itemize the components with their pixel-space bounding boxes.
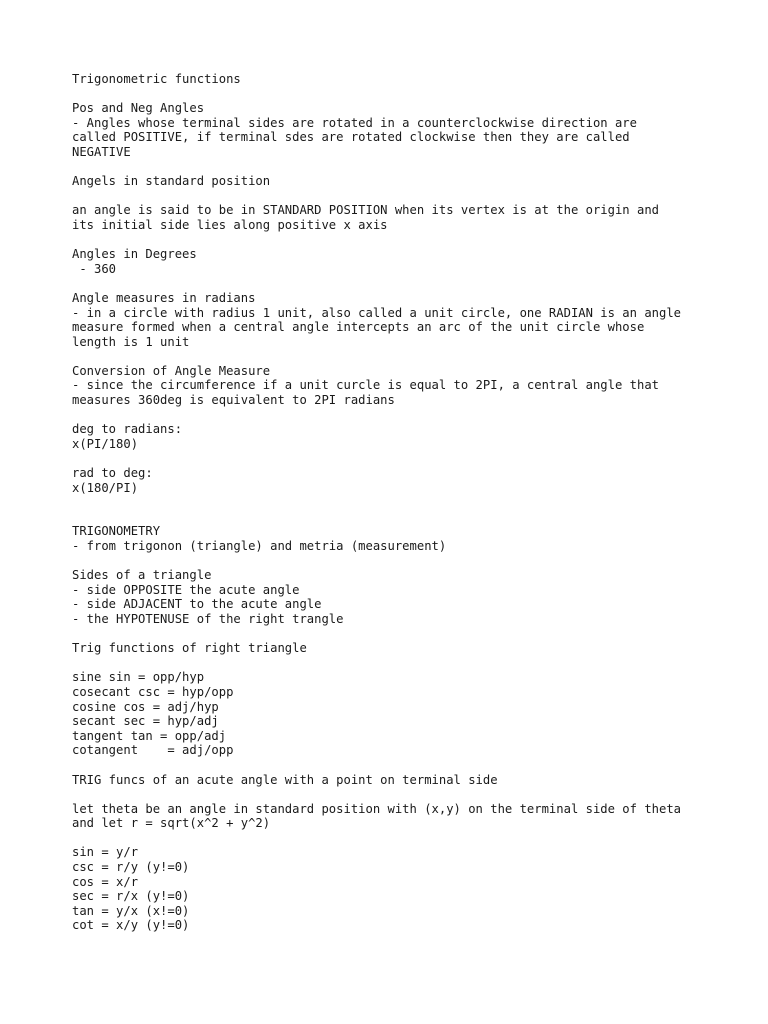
document-body-text: Trigonometric functions Pos and Neg Angles - Angles whose terminal sides are rotated in a counterclockwise direction are called POSITIVE, if terminal sdes are rotated clockwise then they are called NEGATIVE Angels in standard position an angle is said to be in STANDARD POSITION when its vertex is at the origin and its initial side lies along positive x axis Angles in Degrees - 360 Angle measures in radians - in a circle with radius 1 unit, also called a unit circle, one RADIAN is an angle measure formed when a central angle intercepts an arc of the unit circle whose length is 1 unit Conversion of Angle Measure - since the circumference if a unit curcle is equal to 2PI, a central angle that measures 360deg is equivalent to 2PI radians deg to radians: x(PI/180) rad to deg: x(180/PI) TRIGONOMETRY - from trigonon (triangle) and metria (measurement) Sides of a triangle - side OPPOSITE the acute angle - side ADJACENT to the acute angle - the HYPOTENUSE of the right trangle Trig functions of right triangle sine sin = opp/hyp cosecant csc = hyp/opp cosine cos = adj/hyp secant sec = hyp/adj tangent tan = opp/adj cotangent = adj/opp TRIG funcs of an acute angle with a point on terminal side let theta be an angle in standard position with (x,y) on the terminal side of theta and let r = sqrt(x^2 + y^2) sin = y/r csc = r/y (y!=0) cos = x/r sec = r/x (y!=0) tan = y/x (x!=0) cot = x/y (y!=0) bbox=[72, 72, 682, 933]
